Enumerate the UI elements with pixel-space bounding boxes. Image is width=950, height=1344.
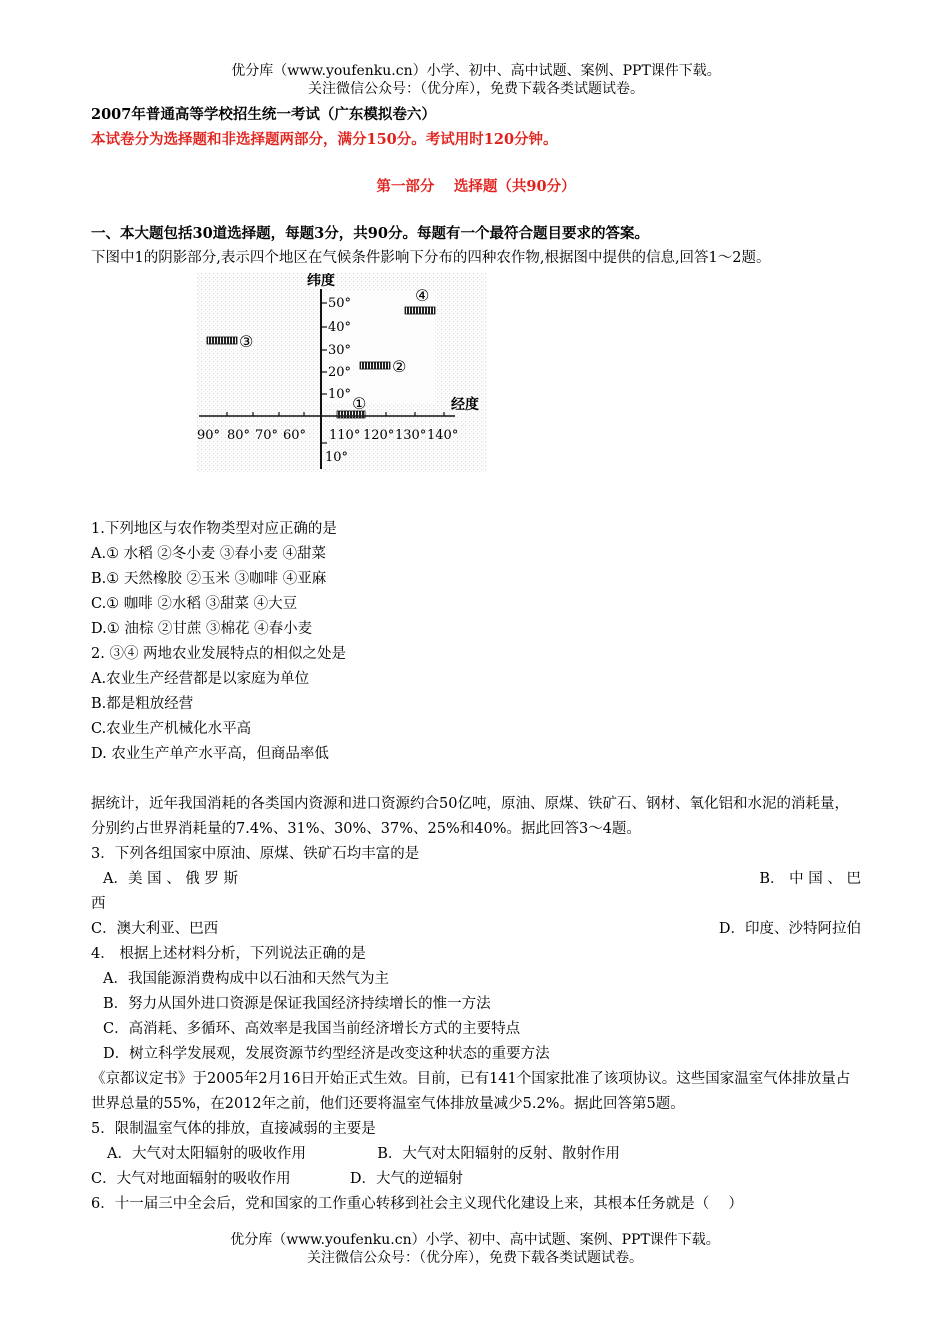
q2-option-d: D. 农业生产单产水平高，但商品率低: [91, 746, 329, 762]
question-3: [91, 842, 861, 942]
marker-4: ④: [415, 286, 430, 305]
q5-stem: 5．限制温室气体的排放，直接减弱的主要是: [91, 1121, 376, 1137]
marker-1: ①: [352, 394, 367, 413]
x-tick-70: 70°: [255, 428, 279, 443]
crop-distribution-diagram: [197, 273, 487, 473]
q1-option-b: B.① 天然橡胶 ②玉米 ③咖啡 ④亚麻: [91, 571, 327, 587]
y-axis-label: 纬度: [307, 273, 335, 289]
x-tick-60: 60°: [283, 428, 307, 443]
q3-option-c: C．澳大利亚、巴西: [91, 921, 219, 937]
y-tick-neg10: 10°: [325, 450, 349, 465]
q3-option-b-cont: 西: [91, 896, 106, 912]
question-4: [91, 942, 861, 1067]
x-tick-80: 80°: [227, 428, 251, 443]
x-tick-110: 110°: [329, 428, 361, 443]
q3-option-b: B． 中 国 、 巴: [759, 871, 861, 887]
q4-option-c: C．高消耗、多循环、高效率是我国当前经济增长方式的主要特点: [103, 1021, 521, 1037]
q4-stem: 4． 根据上述材料分析，下列说法正确的是: [91, 946, 366, 962]
intro-2: 据统计，近年我国消耗的各类国内资源和进口资源约合50亿吨，原油、原煤、铁矿石、钢材、氧化铝和水泥的消耗量，分别约占世界消耗量的7.4%、31%、30%、37%、25%和40%。据此回答3～4题。: [91, 796, 849, 837]
exam-title: 2007年普通高等学校招生统一考试（广东模拟卷六）: [91, 106, 436, 123]
marker-3: ③: [239, 332, 254, 351]
q2-option-c: C.农业生产机械化水平高: [91, 721, 252, 737]
q3-option-d: D．印度、沙特阿拉伯: [718, 921, 861, 937]
q2-option-b: B.都是粗放经营: [91, 696, 194, 712]
q2-stem: 2. ③④ 两地农业发展特点的相似之处是: [91, 646, 347, 662]
q1-stem: 1.下列地区与农作物类型对应正确的是: [91, 521, 337, 537]
x-tick-90: 90°: [197, 428, 221, 443]
y-tick-10: 10°: [328, 387, 352, 402]
x-tick-140: 140°: [427, 428, 459, 443]
x-tick-130: 130°: [395, 428, 427, 443]
part-title: 第一部分 选择题（共90分）: [376, 178, 576, 195]
page-header: [91, 62, 861, 98]
q1-option-a: A.① 水稻 ②冬小麦 ③春小麦 ④甜菜: [91, 546, 327, 562]
section-heading: 一、本大题包括30道选择题，每题3分，共90分。每题有一个最符合题目要求的答案。: [91, 225, 649, 242]
footer-line-2: 关注微信公众号：（优分库），免费下载各类试题试卷。: [307, 1250, 643, 1266]
region-4-shade: [405, 307, 435, 314]
region-3-shade: [207, 337, 237, 344]
question-2: [91, 642, 861, 767]
q4-option-b: B．努力从国外进口资源是保证我国经济持续增长的惟一方法: [103, 996, 491, 1012]
q3-stem: 3．下列各组国家中原油、原煤、铁矿石均丰富的是: [91, 846, 420, 862]
q2-option-a: A.农业生产经营都是以家庭为单位: [91, 671, 310, 687]
x-axis-label: 经度: [451, 397, 479, 413]
q4-option-d: D．树立科学发展观，发展资源节约型经济是改变这种状态的重要方法: [103, 1046, 550, 1062]
q5-option-a: A．大气对太阳辐射的吸收作用: [107, 1146, 306, 1162]
q5-option-c: C．大气对地面辐射的吸收作用: [91, 1171, 291, 1187]
q4-option-a: A．我国能源消费构成中以石油和天然气为主: [103, 971, 389, 987]
exam-page: [91, 62, 861, 1217]
y-tick-30: 30°: [328, 343, 352, 358]
header-line-2: 关注微信公众号：（优分库），免费下载各类试题试卷。: [308, 81, 644, 97]
header-line-1: 优分库（www.youfenku.cn）小学、初中、高中试题、案例、PPT课件下载。: [231, 63, 721, 79]
q1-option-c: C.① 咖啡 ②水稻 ③甜菜 ④大豆: [91, 596, 298, 612]
page-footer: [0, 1231, 950, 1267]
q6-stem: 6．十一届三中全会后，党和国家的工作重心转移到社会主义现代化建设上来，其根本任务就是（ ）: [91, 1196, 743, 1212]
q1-option-d: D.① 油棕 ②甘蔗 ③棉花 ④春小麦: [91, 621, 313, 637]
question-5: [91, 1117, 861, 1192]
exam-notice: 本试卷分为选择题和非选择题两部分，满分150分。考试用时120分钟。: [91, 131, 558, 148]
intro-1: 下图中1的阴影部分,表示四个地区在气候条件影响下分布的四种农作物,根据图中提供的信息,回答1～2题。: [91, 250, 771, 266]
intro-3: 《京都议定书》于2005年2月16日开始正式生效。目前，已有141个国家批准了该项协议。这些国家温室气体排放量占世界总量的55%，在2012年之前，他们还要将温室气体排放量减少5.2%。据此回答第5题。: [91, 1071, 851, 1112]
latitude-longitude-figure: [197, 273, 487, 473]
marker-2: ②: [392, 357, 407, 376]
q3-option-a: A．美 国 、 俄 罗 斯: [103, 871, 239, 887]
question-1: [91, 517, 861, 642]
q5-option-d: D．大气的逆辐射: [349, 1171, 463, 1187]
y-tick-20: 20°: [328, 365, 352, 380]
footer-line-1: 优分库（www.youfenku.cn）小学、初中、高中试题、案例、PPT课件下载。: [230, 1232, 720, 1248]
q5-option-b: B．大气对太阳辐射的反射、散射作用: [377, 1146, 620, 1162]
x-tick-120: 120°: [363, 428, 395, 443]
y-tick-40: 40°: [328, 320, 352, 335]
y-tick-50: 50°: [328, 296, 352, 311]
region-2-shade: [360, 362, 390, 369]
